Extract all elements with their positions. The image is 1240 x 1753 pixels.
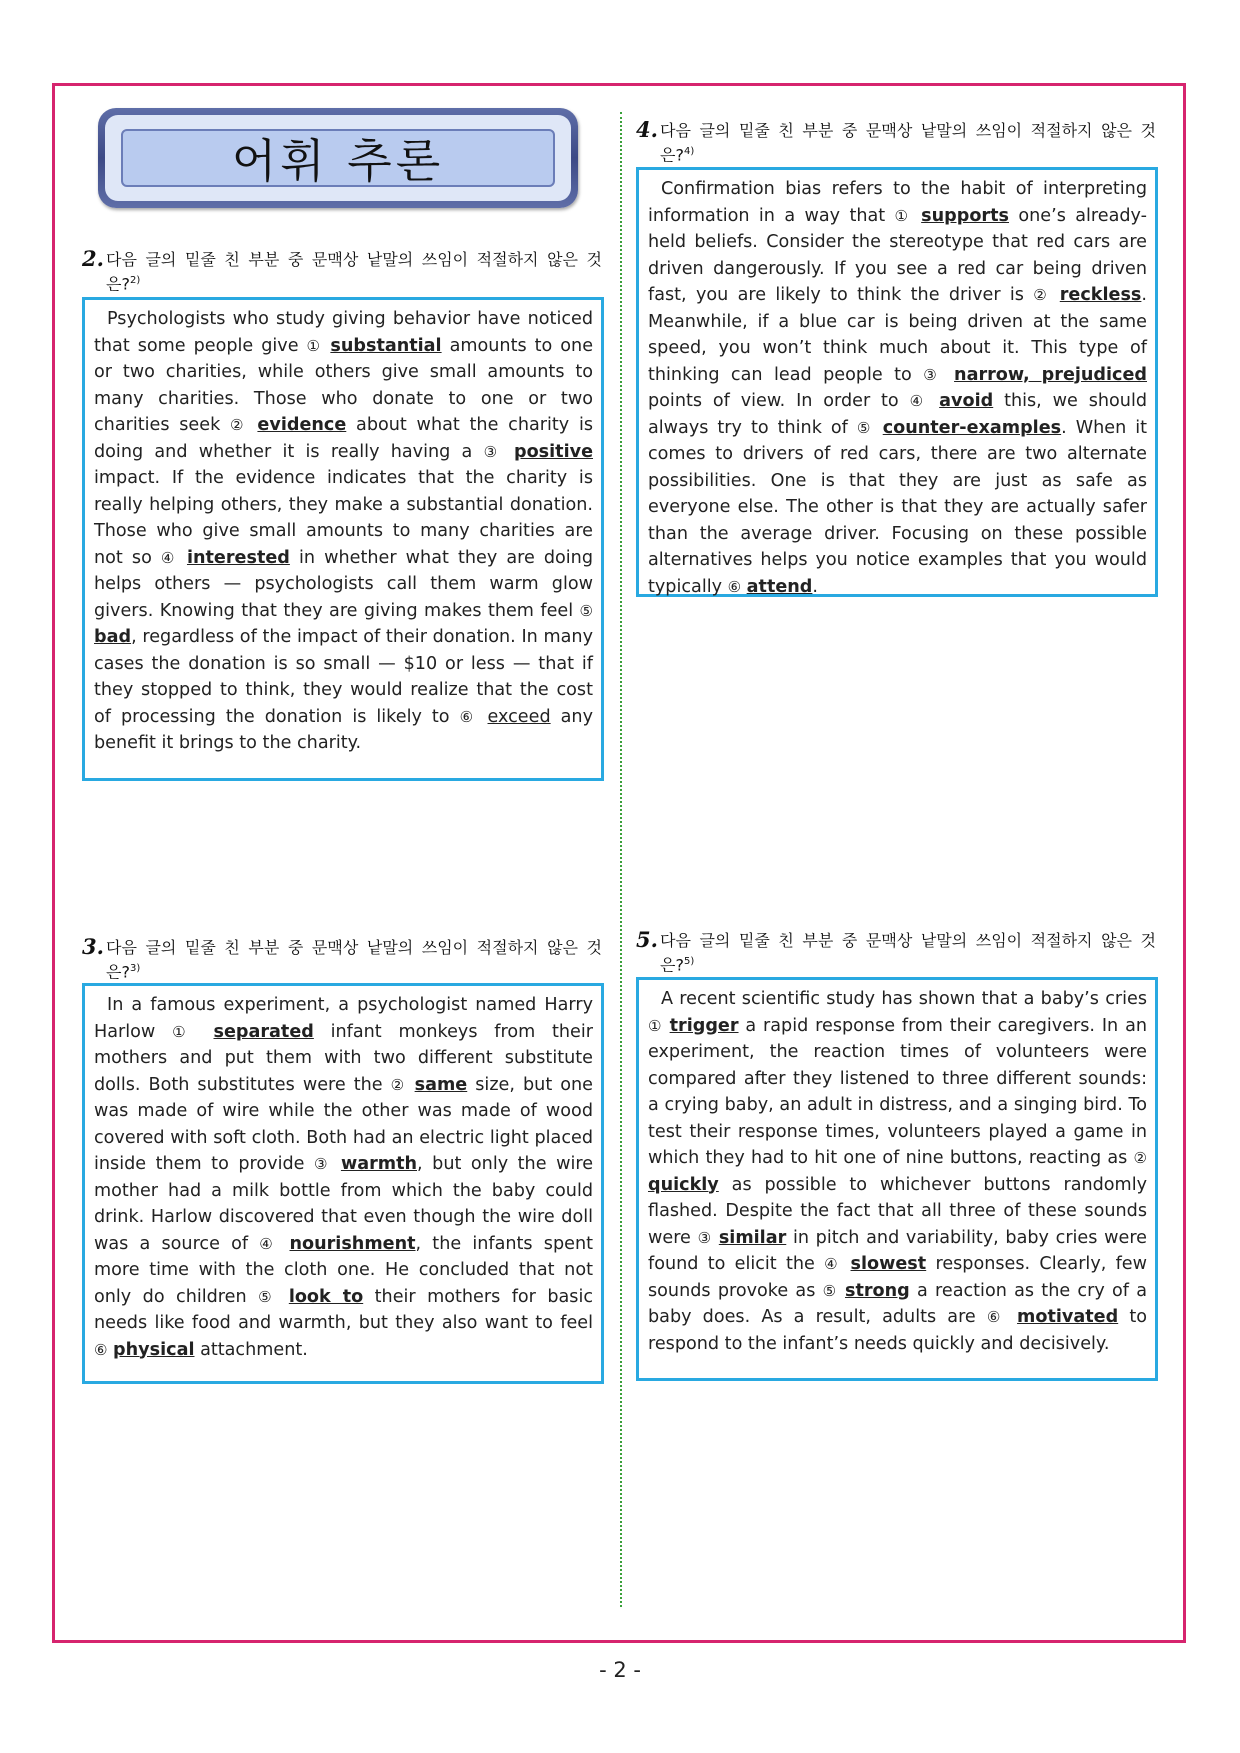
choice-marker: ⑤ xyxy=(822,1281,838,1300)
column-divider xyxy=(620,112,622,1607)
choice-marker: ⑥ xyxy=(94,1340,108,1359)
underlined-word: similar xyxy=(718,1227,787,1248)
passage-text-run xyxy=(407,1075,415,1095)
choice-marker: ⑥ xyxy=(727,577,742,596)
underlined-word: look to xyxy=(288,1286,364,1307)
passage-text-run xyxy=(663,1016,670,1036)
passage-box xyxy=(636,167,1158,597)
passage-text-run xyxy=(503,442,514,462)
choice-marker: ① xyxy=(172,1022,197,1041)
underlined-word: supports xyxy=(921,205,1009,226)
question-number: 2. xyxy=(82,246,104,271)
question-prompt-end: 은? xyxy=(106,962,130,982)
underlined-word: trigger xyxy=(669,1015,739,1036)
choice-marker: ① xyxy=(306,336,323,355)
passage-text-run: in pitch and variability, baby cries were found to elicit the xyxy=(648,1227,1147,1274)
underlined-word: avoid xyxy=(939,391,994,411)
passage-text xyxy=(94,992,593,1363)
footnote-ref: 4) xyxy=(683,146,695,157)
choice-marker: ③ xyxy=(483,442,503,461)
passage-text-run: in whether what they are doing helps others — psychologists call them warm glow givers. Knowing that they are giving makes them feel xyxy=(94,547,594,621)
underlined-word: positive xyxy=(513,441,594,462)
passage-text-run: , regardless of the impact of their donation. In many cases the donation is so small — $10 or less — that if they stopped to think, they would realize that the cost of processing the donation is likely to xyxy=(94,627,593,727)
passage-text-run: impact. If the evidence indicates that the charity is really helping others, they make a substantial donation. Those who give small amounts to many charities are not so xyxy=(94,468,593,568)
question-prompt: 다음 글의 밑줄 친 부분 중 문맥상 낱말의 쓰임이 적절하지 않은 것 xyxy=(660,931,1156,950)
passage-text-run: any benefit it brings to the charity. xyxy=(94,706,593,753)
underlined-word: motivated xyxy=(1017,1307,1119,1327)
question-header xyxy=(636,117,1156,165)
underlined-word: same xyxy=(414,1074,468,1095)
passage-text-run: responses. Clearly, few sounds provoke as xyxy=(648,1254,1147,1301)
underlined-word: slowest xyxy=(850,1254,927,1274)
underlined-word: separated xyxy=(213,1021,314,1042)
underlined-word: substantial xyxy=(330,335,442,356)
choice-marker: ① xyxy=(648,1016,663,1035)
passage-text-run xyxy=(1006,1307,1017,1327)
choice-marker: ③ xyxy=(923,365,943,384)
choice-marker: ⑤ xyxy=(579,601,593,620)
passage-text-run xyxy=(197,1022,214,1042)
page-number: - 2 - xyxy=(599,1658,641,1682)
passage-text-run xyxy=(928,391,939,411)
passage-text-run xyxy=(331,1154,341,1174)
choice-marker: ④ xyxy=(160,548,178,567)
passage-text-run: Confirmation bias refers to the habit of interpreting information in a way that xyxy=(648,179,1147,226)
title-banner-inner xyxy=(105,115,571,201)
passage-text-run: amounts to one or two charities, while others give small amounts to many charities. Those who donate to one or two charities seek xyxy=(94,335,594,435)
choice-marker: ② xyxy=(1133,1149,1147,1167)
passage-text-run: about what the charity is doing and whether it is really having a xyxy=(94,415,594,462)
question-header xyxy=(82,246,602,294)
choice-marker: ① xyxy=(894,206,912,225)
passage-text-run: size, but one was made of wire while the other was made of wood covered with soft cloth. Both had an electric light placed inside them to provide xyxy=(94,1074,594,1174)
passage-text-run xyxy=(477,707,487,727)
passage-text xyxy=(648,986,1147,1357)
passage-text-run xyxy=(1050,285,1059,305)
question-number: 3. xyxy=(82,934,104,959)
passage-text-run: In a famous experiment, a psychologist named Harry Harlow xyxy=(94,995,593,1042)
choice-marker: ⑥ xyxy=(986,1308,1006,1326)
passage-text-run: Psychologists who study giving behavior have noticed that some people give xyxy=(94,309,593,356)
underlined-word: strong xyxy=(844,1280,910,1301)
question-number: 5. xyxy=(636,927,658,952)
footnote-ref: 3) xyxy=(129,963,141,974)
passage-text-run xyxy=(838,1281,845,1301)
footnote-ref: 5) xyxy=(683,956,695,967)
underlined-word: physical xyxy=(113,1339,195,1360)
passage-text-run: A recent scientific study has shown that a baby’s cries xyxy=(661,989,1147,1009)
passage-text-run: one’s already-held beliefs. Consider the stereotype that red cars are driven dangerously. If you see a red car being driven fast, you are likely to think the driver is xyxy=(648,205,1147,305)
choice-marker: ④ xyxy=(909,392,929,410)
choice-marker: ④ xyxy=(824,1255,842,1273)
choice-marker: ② xyxy=(1033,286,1051,304)
choice-marker: ② xyxy=(390,1075,407,1094)
passage-text-run xyxy=(278,1234,289,1254)
question-prompt-end: 은? xyxy=(106,274,130,294)
passage-text-run xyxy=(912,206,921,226)
underlined-word: exceed xyxy=(487,706,551,727)
question-prompt: 다음 글의 밑줄 친 부분 중 문맥상 낱말의 쓰임이 적절하지 않은 것 xyxy=(106,250,602,269)
passage-text-run xyxy=(874,418,883,438)
passage-box xyxy=(82,297,604,781)
passage-text-run: as possible to whichever buttons randomly flashed. Despite the fact that all three of these sounds were xyxy=(648,1174,1147,1248)
passage-text xyxy=(648,176,1147,600)
choice-marker: ③ xyxy=(697,1228,713,1247)
underlined-word: evidence xyxy=(257,415,347,435)
passage-text-run: a rapid response from their caregivers. In an experiment, the reaction times of volunteers were compared after they listened to three different sounds: a crying baby, an adult in distress, and a singing bird. To test their response times, volunteers played a game in which they had to hit one of nine buttons, reacting as xyxy=(648,1015,1148,1168)
passage-text xyxy=(94,306,593,757)
passage-text-run: . xyxy=(812,576,818,597)
passage-text-run: their mothers for basic needs like food and warmth, but they also want to feel xyxy=(94,1286,594,1333)
choice-marker: ⑤ xyxy=(856,418,874,437)
passage-text-run: , the infants spent more time with the cloth one. He concluded that not only do children xyxy=(94,1233,593,1307)
underlined-word: attend xyxy=(746,576,813,597)
passage-text-run xyxy=(248,415,258,435)
title-banner xyxy=(98,108,578,208)
question-header xyxy=(82,934,602,982)
underlined-word: counter-examples xyxy=(882,417,1062,438)
underlined-word: bad xyxy=(94,627,132,647)
passage-text-run: this, we should always try to think of xyxy=(648,391,1147,438)
passage-text-run xyxy=(277,1287,288,1307)
passage-text-run: attachment. xyxy=(194,1339,308,1360)
choice-marker: ③ xyxy=(313,1155,332,1173)
passage-text-run: a reaction as the cry of a baby does. As a result, adults are xyxy=(648,1280,1147,1327)
passage-text-run: points of view. In order to xyxy=(648,391,910,411)
underlined-word: narrow, prejudiced xyxy=(954,364,1148,385)
choice-marker: ② xyxy=(230,416,248,434)
passage-text-run xyxy=(178,548,187,568)
choice-marker: ④ xyxy=(259,1234,279,1253)
underlined-word: reckless xyxy=(1059,285,1142,305)
question-header xyxy=(636,927,1156,975)
question-prompt-end: 은? xyxy=(660,145,684,165)
passage-text-run xyxy=(712,1228,719,1248)
question-prompt: 다음 글의 밑줄 친 부분 중 문맥상 낱말의 쓰임이 적절하지 않은 것 xyxy=(106,938,602,957)
passage-text-run: infant monkeys from their mothers and put them with two different substitute dolls. Both substitutes were the xyxy=(94,1021,593,1095)
question-number: 4. xyxy=(636,117,658,142)
passage-text-run: . Meanwhile, if a blue car is being driven at the same speed, you won’t think much about it. This type of thinking can lead people to xyxy=(648,285,1147,385)
footnote-ref: 2) xyxy=(129,275,141,286)
underlined-word: quickly xyxy=(648,1174,719,1195)
underlined-word: warmth xyxy=(340,1154,418,1174)
passage-box xyxy=(636,977,1158,1381)
passage-text-run: to respond to the infant’s needs quickly and decisively. xyxy=(648,1307,1147,1354)
question-prompt-end: 은? xyxy=(660,955,684,975)
choice-marker: ⑤ xyxy=(258,1287,278,1306)
passage-box xyxy=(82,983,604,1384)
section-title: 어휘 추론 xyxy=(121,129,555,187)
underlined-word: interested xyxy=(186,547,290,568)
passage-text-run: , but only the wire mother had a milk bottle from which the baby could drink. Harlow discovered that even though the wire doll was a source of xyxy=(94,1154,594,1254)
passage-text-run xyxy=(943,365,954,385)
passage-text-run xyxy=(841,1254,850,1274)
underlined-word: nourishment xyxy=(289,1233,416,1254)
question-prompt: 다음 글의 밑줄 친 부분 중 문맥상 낱말의 쓰임이 적절하지 않은 것 xyxy=(660,121,1156,140)
choice-marker: ⑥ xyxy=(459,707,478,726)
passage-text-run: . When it comes to drivers of red cars, there are two alternate possibilities. One is that they are just as safe as everyone else. The other is that they are actually safer than the average driver. Focusing on these possible alternatives helps you notice examples that you would typically xyxy=(648,417,1148,597)
